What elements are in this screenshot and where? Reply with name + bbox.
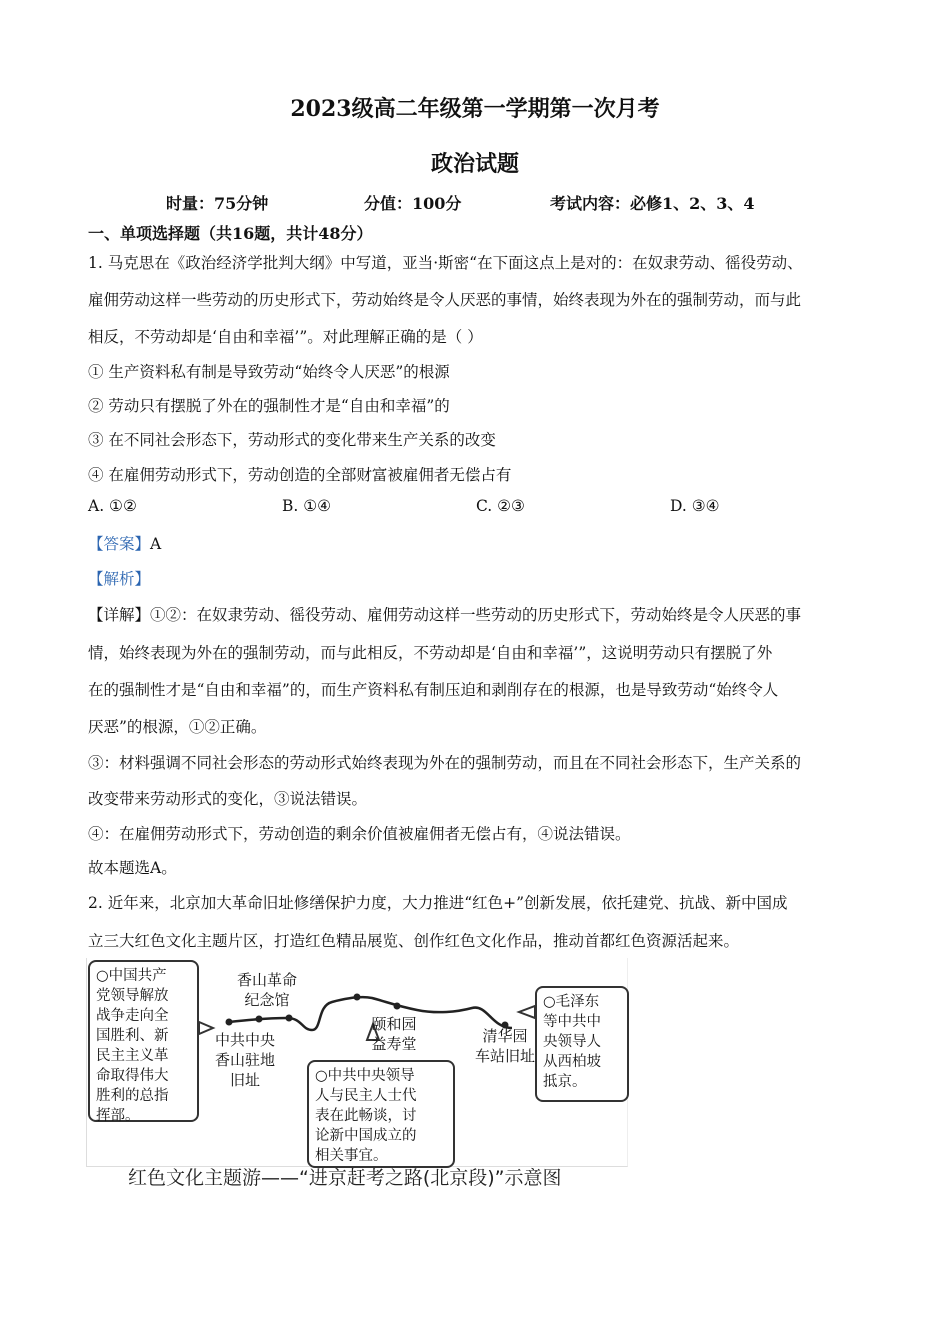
q1-statement: ① 生产资料私有制是导致劳动“始终令人厌恶”的根源 <box>88 363 450 381</box>
route-point <box>256 1016 263 1023</box>
route-point <box>354 994 361 1001</box>
map-caption: 红色文化主题游——“进京赶考之路(北京段)”示意图 <box>128 1167 562 1189</box>
detail-label: 【详解】 <box>88 606 151 624</box>
q1-detail-line <box>88 603 801 625</box>
q1-detail-line: 故本题选A。 <box>88 859 177 877</box>
callout-left: ○中国共产 党领导解放 战争走向全 国胜利、新 民主主义革 命取得伟大 胜利的总指 挥部。 <box>88 960 199 1122</box>
section-heading: 一、单项选择题（共16题，共计48分） <box>88 224 373 243</box>
q1-statement: ③ 在不同社会形态下，劳动形式的变化带来生产关系的改变 <box>88 431 496 449</box>
route-point <box>286 1015 293 1022</box>
q1-stem-line: 1. 马克思在《政治经济学批判大纲》中写道，亚当·斯密“在下面这点上是对的：在奴隶劳动、徭役劳动、 <box>88 254 803 272</box>
q1-option-b: B. ①④ <box>282 497 332 515</box>
exam-time: 时量：75分钟 <box>166 194 269 213</box>
q1-option-a: A. ①② <box>88 497 137 515</box>
place-qinghua: 清华园 车站旧址 <box>474 1027 535 1065</box>
q2-stem-line: 2. 近年来，北京加大革命旧址修缮保护力度，大力推进“红色+”创新发展，依托建党、抗战、新中国成 <box>88 894 788 912</box>
analysis-label: 【解析】 <box>88 570 151 588</box>
detail-text: ①②：在奴隶劳动、徭役劳动、雇佣劳动这样一些劳动的历史形式下，劳动始终是令人厌恶的事 <box>150 606 802 624</box>
q1-answer <box>88 532 161 554</box>
route-point <box>226 1019 233 1026</box>
place-yiheyuan: 颐和园 益寿堂 <box>371 1015 417 1053</box>
exam-content: 考试内容：必修1、2、3、4 <box>550 194 755 213</box>
place-xiangshan-hq: 中共中央 香山驻地 旧址 <box>214 1031 275 1089</box>
q1-detail-line: ④：在雇佣劳动形式下，劳动创造的剩余价值被雇佣者无偿占有，④说法错误。 <box>88 825 631 843</box>
answer-label: 【答案】 <box>88 535 151 553</box>
route-point <box>394 1003 401 1010</box>
callout-middle: ○中共中央领导 人与民主人士代 表在此畅谈，讨 论新中国成立的 相关事宜。 <box>307 1060 455 1168</box>
q2-stem-line: 立三大红色文化主题片区，打造红色精品展览、创作红色文化作品，推动首都红色资源活起来。 <box>88 932 740 950</box>
answer-value: A <box>150 535 162 553</box>
q1-stem-line: 雇佣劳动这样一些劳动的历史形式下，劳动始终是令人厌恶的事情，始终表现为外在的强制劳动，而与此 <box>88 291 802 309</box>
place-xiangshan-memorial: 香山革命 纪念馆 <box>236 971 297 1009</box>
q1-detail-line: 在的强制性才是“自由和幸福”的，而生产资料私有制压迫和剥削存在的根源，也是导致劳动“始终令人 <box>88 681 779 699</box>
callout-right: ○毛泽东 等中共中 央领导人 从西柏坡 抵京。 <box>535 986 629 1102</box>
exam-title: 2023级高二年级第一学期第一次月考 <box>290 96 660 122</box>
q1-stem-line: 相反，不劳动却是‘自由和幸福’”。对此理解正确的是（ ） <box>88 328 483 346</box>
q1-option-c: C. ②③ <box>476 497 525 515</box>
route-map <box>86 958 628 1167</box>
exam-subtitle: 政治试题 <box>430 151 519 177</box>
q1-detail-line: 厌恶”的根源，①②正确。 <box>88 718 267 736</box>
exam-score: 分值：100分 <box>364 194 462 213</box>
q1-detail-line: ③：材料强调不同社会形态的劳动形式始终表现为外在的强制劳动，而且在不同社会形态下，生产关系的 <box>88 754 802 772</box>
q1-statement: ② 劳动只有摆脱了外在的强制性才是“自由和幸福”的 <box>88 397 450 415</box>
q1-detail-line: 情，始终表现为外在的强制劳动，而与此相反，不劳动却是‘自由和幸福’”，这说明劳动只有摆脱了外 <box>88 644 773 662</box>
q1-detail-line: 改变带来劳动形式的变化，③说法错误。 <box>88 790 368 808</box>
q1-option-d: D. ③④ <box>670 497 720 515</box>
q1-statement: ④ 在雇佣劳动形式下，劳动创造的全部财富被雇佣者无偿占有 <box>88 466 512 484</box>
